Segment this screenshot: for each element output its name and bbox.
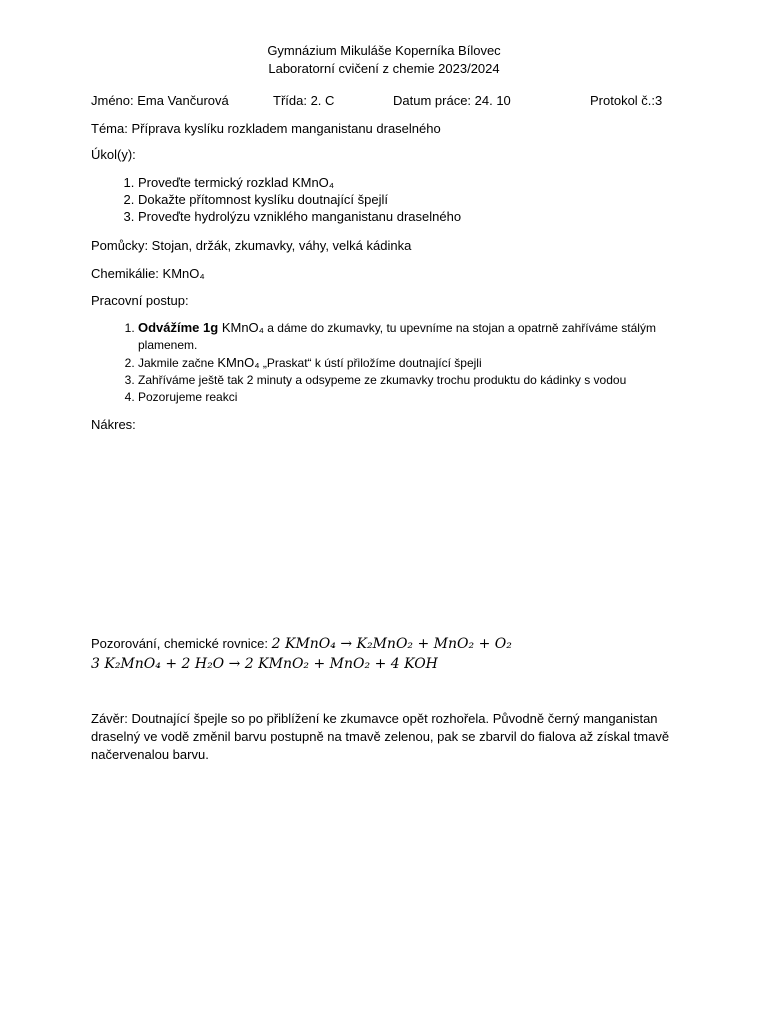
student-name: Jméno: Ema Vančurová xyxy=(91,93,229,108)
chemical-formula: KMnO₄ xyxy=(291,175,335,190)
list-item: 4. Pozorujeme reakci xyxy=(138,389,690,406)
date-field: Datum práce: 24. 10 xyxy=(393,93,511,108)
protocol-number: Protokol č.:3 xyxy=(590,93,663,108)
drawing-label: Nákres: xyxy=(91,417,136,432)
drawing-area xyxy=(91,440,681,620)
list-item: 2. Jakmile začne KMnO₄ „Praskat“ k ústí přiložíme doutnající špejli xyxy=(138,354,690,372)
observation-label: Pozorování, chemické rovnice: xyxy=(91,636,272,651)
list-item: 1. Proveďte termický rozklad KMnO₄ xyxy=(138,174,461,191)
topic: Téma: Příprava kyslíku rozkladem manganistanu draselného xyxy=(91,121,441,136)
list-item: 3. Proveďte hydrolýzu vzniklého manganistanu draselného xyxy=(138,208,461,225)
conclusion: Závěr: Doutnající špejle so po přiblížení ke zkumavce opět rozhořela. Původně černý manganistan draselný ve vodě změnil barvu postupně na tmavě zelenou, pak se zbarvil do fialova až získal tmavě načervenalou barvu. xyxy=(91,711,670,762)
list-item: 2. Dokažte přítomnost kyslíku doutnající špejlí xyxy=(138,191,461,208)
chemical-formula: KMnO₄ xyxy=(162,266,205,281)
equation-2: 3 K₂MnO₄ + 2 H₂O → 2 KMnO₂ + MnO₂ + 4 KOH xyxy=(91,656,438,672)
list-item: 1. Odvážíme 1g KMnO₄ a dáme do zkumavky, tu upevníme na stojan a opatrně zahříváme stálým plamenem. xyxy=(138,319,690,354)
procedure-list xyxy=(91,319,690,406)
school-name: Gymnázium Mikuláše Koperníka Bílovec xyxy=(267,43,501,58)
list-item: 3. Zahříváme ještě tak 2 minuty a odsypeme ze zkumavky trochu produktu do kádinky s vodou xyxy=(138,372,690,389)
tasks-label: Úkol(y): xyxy=(91,147,136,162)
equation-2-line xyxy=(91,655,438,673)
class-field: Třída: 2. C xyxy=(273,93,335,108)
chemicals: Chemikálie: KMnO₄ xyxy=(91,266,205,281)
chemical-formula: KMnO₄ xyxy=(217,355,260,370)
tasks-list xyxy=(91,174,461,225)
observation-line xyxy=(91,635,512,653)
equation-1: 2 KMnO₄ → K₂MnO₂ + MnO₂ + O₂ xyxy=(271,636,512,652)
chemical-formula: KMnO₄ xyxy=(221,320,264,335)
procedure-label: Pracovní postup: xyxy=(91,293,189,308)
equipment: Pomůcky: Stojan, držák, zkumavky, váhy, velká kádinka xyxy=(91,238,412,253)
document-subtitle: Laboratorní cvičení z chemie 2023/2024 xyxy=(268,61,500,76)
